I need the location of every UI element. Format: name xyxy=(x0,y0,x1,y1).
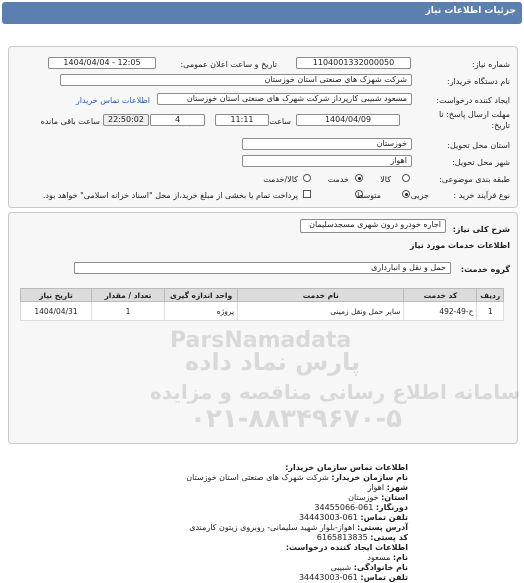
category-label: طبقه بندی موضوعی: xyxy=(439,175,510,184)
process-option-medium: متوسط xyxy=(355,191,381,200)
contact-province-label: استان: xyxy=(381,493,408,502)
phone-value: 061-34443003 xyxy=(298,513,358,522)
org-title: اطلاعات تماس سازمان خریدار: xyxy=(285,463,408,472)
watermark-phone: ۰۲۱-۸۸۳۴۹۶۷۰-۵ xyxy=(190,404,403,434)
category-radio-goods[interactable] xyxy=(402,174,410,182)
category-option-goods-service: کالا/خدمت xyxy=(263,175,298,184)
cell-service-name: سایر حمل ونقل زمینی xyxy=(238,302,404,321)
contact-province: خوزستان xyxy=(348,493,379,502)
deadline-time-label: ساعت xyxy=(269,117,291,126)
col-service-code: کد خدمت xyxy=(404,289,477,302)
postal-label: کد پستی: xyxy=(370,533,408,542)
need-number-label: شماره نیاز: xyxy=(472,60,510,69)
cell-unit: پروژه xyxy=(165,302,238,321)
address-value: اهواز-بلوار شهید سلیمانی- روبروی زیتون کارمندی xyxy=(189,523,355,532)
fax-line xyxy=(186,503,408,513)
page-title: جزئیات اطلاعات نیاز xyxy=(425,6,516,16)
need-summary-field: اجاره خودرو درون شهری مسجدسلیمان xyxy=(300,219,446,233)
fax-value: 061-34455066 xyxy=(314,503,374,512)
services-title: اطلاعات خدمات مورد نیاز xyxy=(409,241,510,250)
col-count-unit: واحد اندازه گیری xyxy=(165,289,238,302)
city-line xyxy=(186,483,408,493)
buyer-org-field: شرکت شهرک های صنعتی استان خوزستان xyxy=(60,74,412,86)
first-name-value: مسعود xyxy=(367,553,391,562)
province-field: خوزستان xyxy=(242,138,412,150)
last-name-line xyxy=(186,563,408,573)
buyer-org-label: نام دستگاه خریدار: xyxy=(447,77,510,86)
last-name-value: شبیبی xyxy=(330,563,352,572)
cell-date: 1404/04/31 xyxy=(21,302,92,321)
address-label: آدرس پستی: xyxy=(357,523,408,532)
category-option-service: خدمت xyxy=(327,175,349,184)
city-label: شهر محل تحویل: xyxy=(452,158,510,167)
org-name-line xyxy=(186,473,408,483)
need-number-field: 1104001332000050 xyxy=(296,57,411,69)
creator-phone-value: 061-34443003 xyxy=(298,573,358,582)
table-row xyxy=(21,302,504,321)
org-name: شرکت شهرک های صنعتی استان خوزستان xyxy=(186,473,329,482)
postal-line xyxy=(186,533,408,543)
services-table xyxy=(20,288,504,321)
first-name-line xyxy=(186,553,408,563)
remaining-time-field: 22:50:02 xyxy=(103,114,149,126)
treasury-checkbox[interactable] xyxy=(303,190,311,198)
category-option-goods: کالا xyxy=(380,175,391,184)
city-field: اهواز xyxy=(242,155,412,167)
fax-label: دورنگار: xyxy=(375,503,408,512)
announce-label: تاریخ و ساعت اعلان عمومی: xyxy=(180,60,277,69)
service-group-field: حمل و نقل و انبارداری xyxy=(74,262,451,274)
phone-label: تلفن تماس: xyxy=(360,513,408,522)
need-summary-label: شرح کلی نیاز: xyxy=(452,225,510,234)
contact-city: اهواز xyxy=(367,483,385,492)
service-group-label: گروه خدمت: xyxy=(460,265,510,274)
announce-field: 1404/04/04 - 12:05 xyxy=(48,57,156,69)
creator-field: مسعود شبیبی کارپرداز شرکت شهرک های صنعتی استان خوزستان xyxy=(157,93,412,105)
category-radio-goods-service[interactable] xyxy=(303,174,311,182)
days-field: 4 xyxy=(150,114,205,126)
deadline-date-label: تاریخ: xyxy=(491,121,510,130)
table-header-row xyxy=(21,289,504,302)
col-row: ردیف xyxy=(477,289,504,302)
category-radio-service[interactable] xyxy=(355,174,363,182)
first-name-label: نام: xyxy=(392,553,408,562)
deadline-label: مهلت ارسال پاسخ: تا xyxy=(438,110,510,119)
watermark-persian: پارس نماد داده xyxy=(185,348,361,376)
last-name-label: نام خانوادگی: xyxy=(353,563,408,572)
col-quantity: تعداد / مقدار xyxy=(91,289,164,302)
buyer-contact-link[interactable]: اطلاعات تماس خریدار xyxy=(75,96,150,105)
process-option-partial: جزیی xyxy=(410,191,429,200)
province-line xyxy=(186,493,408,503)
process-radio-partial[interactable] xyxy=(402,190,410,198)
cell-row: 1 xyxy=(477,302,504,321)
creator-title: اطلاعات ایجاد کننده درخواست: xyxy=(285,543,408,552)
watermark-tagline: سامانه اطلاع رسانی مناقصه و مزایده xyxy=(150,380,521,404)
watermark-brand: ParsNamadata xyxy=(170,328,352,353)
address-line xyxy=(186,523,408,533)
col-service-name: نام خدمت xyxy=(238,289,404,302)
contact-city-label: شهر: xyxy=(386,483,408,492)
col-date: تاریخ نیاز xyxy=(21,289,92,302)
deadline-time-field: 11:11 xyxy=(215,114,269,126)
cell-quantity: 1 xyxy=(91,302,164,321)
creator-phone-label: تلفن تماس: xyxy=(360,573,408,582)
process-label: نوع فرآیند خرید : xyxy=(453,191,510,200)
phone-line xyxy=(186,513,408,523)
province-label: استان محل تحویل: xyxy=(447,141,510,150)
cell-service-code: ح-49-492 xyxy=(404,302,477,321)
postal-value: 6165813835 xyxy=(316,533,368,542)
creator-label: ایجاد کننده درخواست: xyxy=(436,96,510,105)
remaining-label: ساعت باقی مانده xyxy=(40,117,100,126)
creator-phone-line xyxy=(186,573,408,583)
contact-block xyxy=(186,463,408,583)
org-name-label: نام سازمان خریدار: xyxy=(331,473,408,482)
deadline-date-field: 1404/04/09 xyxy=(296,114,400,126)
treasury-note: پرداخت تمام یا بخشی از مبلغ خرید،از محل "اسناد خزانه اسلامی" خواهد بود. xyxy=(42,191,298,200)
